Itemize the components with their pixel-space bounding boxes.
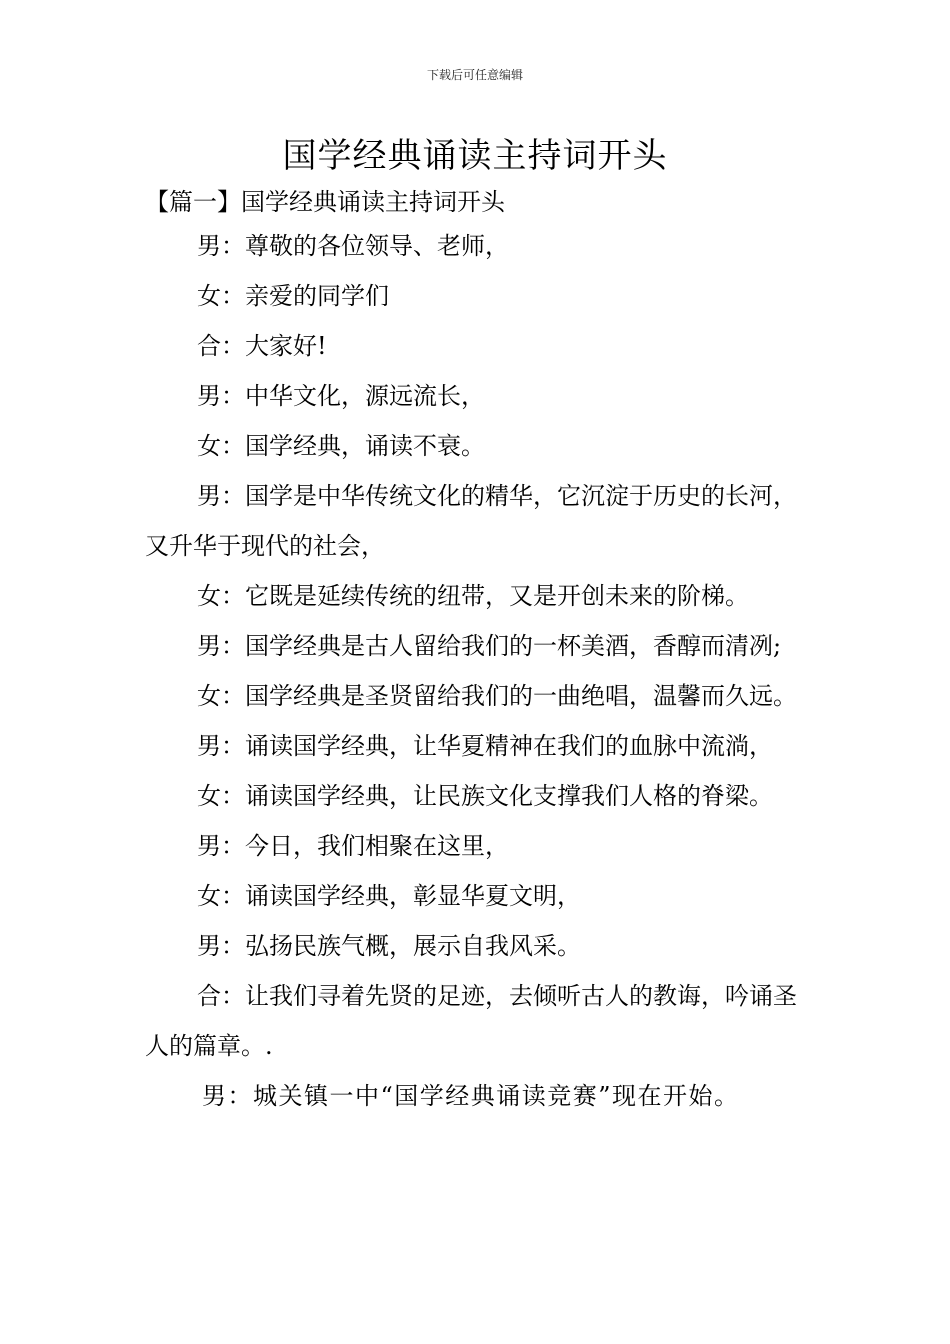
paragraph: 女：诵读国学经典，彰显华夏文明， [197, 882, 581, 910]
paragraph: 男：城关镇一中“国学经典诵读竞赛”现在开始。 [202, 1082, 740, 1110]
document-body [145, 221, 810, 1121]
paragraph: 男：国学是中华传统文化的精华，它沉淀于历史的长河，又升华于现代的社会， [145, 482, 797, 560]
paragraph: 合：大家好! [197, 332, 327, 360]
section-heading: 【篇一】国学经典诵读主持词开头 [145, 188, 505, 216]
paragraph: 女：国学经典，诵读不衰。 [197, 432, 485, 460]
paragraph: 女：亲爱的同学们 [197, 282, 389, 310]
paragraph: 男：诵读国学经典，让华夏精神在我们的血脉中流淌， [197, 732, 773, 760]
paragraph: 男：中华文化，源远流长， [197, 382, 485, 410]
paragraph: 女：诵读国学经典，让民族文化支撑我们人格的脊梁。 [197, 782, 773, 810]
paragraph: 女：它既是延续传统的纽带，又是开创未来的阶梯。 [197, 582, 749, 610]
paragraph: 男：国学经典是古人留给我们的一杯美酒，香醇而清冽; [197, 632, 782, 660]
header-note: 下载后可任意编辑 [426, 68, 523, 82]
document-title: 国学经典诵读主持词开头 [282, 136, 668, 176]
paragraph: 男：尊敬的各位领导、老师， [197, 232, 509, 260]
paragraph: 男：弘扬民族气概，展示自我风采。 [197, 932, 581, 960]
paragraph: 男：今日，我们相聚在这里， [197, 832, 509, 860]
paragraph: 合：让我们寻着先贤的足迹，去倾听古人的教诲，吟诵圣人的篇章。. [145, 982, 797, 1060]
paragraph: 女：国学经典是圣贤留给我们的一曲绝唱，温馨而久远。 [197, 682, 797, 710]
